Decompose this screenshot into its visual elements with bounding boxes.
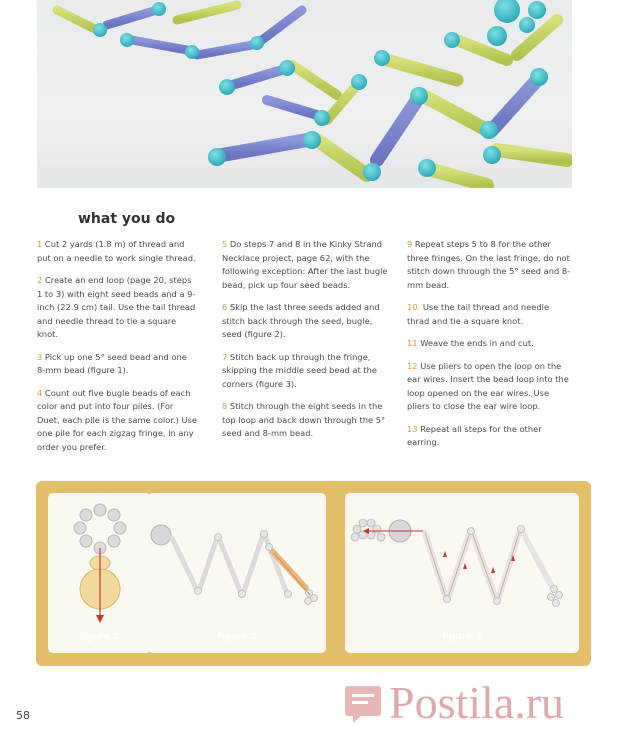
step-10: 10. Use the tail thread and needle thrad and tie a square knot. bbox=[407, 302, 550, 326]
figure-2-diagram bbox=[148, 493, 326, 653]
step-9: 9 Repeat steps 5 to 8 for the other three fringes. On the last fringe, do not stitch down through the 5° seed and 8-mm bead. bbox=[407, 239, 571, 290]
step-12: 12 Use pliers to open the loop on the ear wires. Insert the bead loop into the loop opened on the ear wires. Use pliers to close the ear wire loop. bbox=[407, 360, 569, 411]
step-2: 2 Create an end loop (page 20, steps 1 to 3) with eight seed beads and a 9-inch (22.9 cm) tail. Use the tail thread and needle thread to tie a square knot. bbox=[37, 275, 196, 339]
step-11: 11 Weave the ends in and cut. bbox=[407, 338, 534, 348]
steps-column-1 bbox=[37, 238, 197, 463]
figure-1 bbox=[48, 493, 151, 653]
step-13: 13 Repeat all steps for the other earring. bbox=[407, 423, 542, 447]
step-5: 5 Do steps 7 and 8 in the Kinky Strand Necklace project, page 62, with the following exception: After the last bugle bead, pick up four seed beads. bbox=[222, 239, 388, 290]
figures-panel bbox=[36, 481, 591, 666]
watermark: Postila.ru bbox=[389, 677, 565, 728]
step-7: 7 Stitch back up through the fringe, skipping the middle seed bead at the corners (figure 3). bbox=[222, 351, 378, 389]
figure-2-label: figure 2 bbox=[217, 632, 257, 642]
figure-3-diagram bbox=[345, 493, 579, 653]
figure-1-diagram bbox=[48, 493, 151, 653]
figure-3-label: figure 3 bbox=[442, 632, 482, 642]
figure-2 bbox=[148, 493, 326, 653]
step-3: 3 Pick up one 5° seed bead and one 8-mm bead (figure 1). bbox=[37, 351, 187, 375]
step-8: 8 Stitch through the eight seeds in the top loop and back down through the 5° seed and 8-mm bead. bbox=[222, 401, 386, 438]
bead-photo bbox=[37, 0, 572, 188]
page-number: 58 bbox=[16, 709, 30, 722]
step-6: 6 Skip the last three seeds added and stitch back through the seed, bugle, seed (figure 2). bbox=[222, 302, 380, 339]
steps-column-3 bbox=[407, 238, 572, 459]
figure-1-label: figure 1 bbox=[79, 632, 120, 642]
step-4: 4 Count out five bugle beads of each color and put into four piles. (For Duet, each pile is the same color.) Use one pile for each zigzag fringe, in any order you prefer. bbox=[37, 387, 197, 452]
steps-column-2 bbox=[222, 238, 388, 450]
figure-3 bbox=[345, 493, 579, 653]
step-1: 1 Cut 2 yards (1.8 m) of thread and put on a needle to work single thread. bbox=[37, 239, 196, 263]
postila-logo-icon bbox=[341, 680, 385, 724]
section-heading: what you do bbox=[78, 211, 176, 227]
